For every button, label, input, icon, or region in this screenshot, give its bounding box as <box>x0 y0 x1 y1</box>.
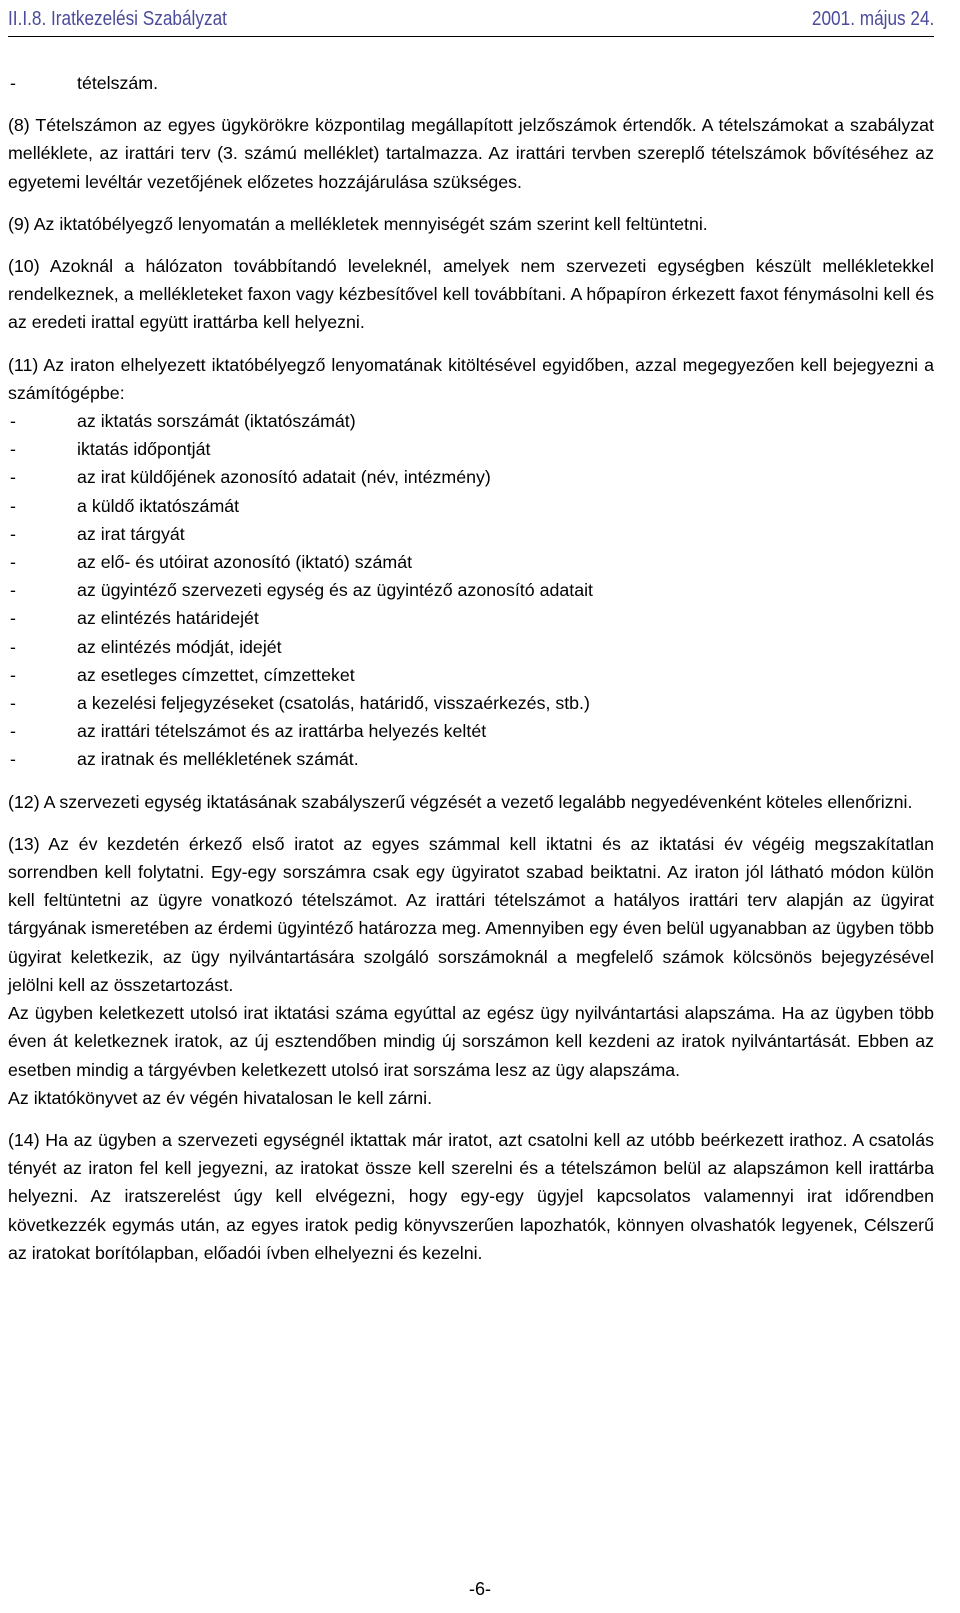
list-dash: - <box>10 580 16 601</box>
list-item-text: tételszám. <box>77 73 159 93</box>
list-item <box>8 576 934 604</box>
page-number: -6- <box>469 1579 491 1599</box>
header-document-title: II.I.8. Iratkezelési Szabályzat <box>8 8 227 30</box>
list-dash: - <box>10 552 16 573</box>
list-item-text: az irattári tételszámot és az irattárba helyezés keltét <box>77 721 487 742</box>
list-item-text: iktatás időpontját <box>77 439 211 460</box>
list-dash: - <box>10 693 16 714</box>
paragraph-12: (12) A szervezeti egység iktatásának szabályszerű végzését a vezető legalább negyedévenként köteles ellenőrizni. <box>8 791 913 812</box>
paragraph-14: (14) Ha az ügyben a szervezeti egységnél iktattak már iratot, azt csatolni kell az utóbb beérkezett irathoz. A csatolás tényét az iraton fel kell jegyezni, az iratokat össze kell szerelni és a tételszámon belül az alapszámon kell irattárba helyezni. Az iratszerelést úgy kell elvégezni, hogy egy-egy ügyjel kapcsolatos valamennyi irat időrendben következzék egymás után, az egyes iratok pedig könyvszerűen lapozhatók, könnyen olvashatók legyenek, Célszerű az iratokat borítólapban, előadói ívben elhelyezni és kezelni. <box>8 1129 934 1263</box>
list-item <box>8 717 934 745</box>
list-item <box>8 633 934 661</box>
list-item <box>8 407 934 435</box>
paragraph-11-lead: (11) Az iraton elhelyezett iktatóbélyegző lenyomatának kitöltésével egyidőben, azzal megegyezően kell bejegyezni a számítógépbe: <box>8 354 934 403</box>
header-date: 2001. május 24. <box>811 8 934 30</box>
list-item-text: az irat küldőjének azonosító adatait (név, intézmény) <box>77 467 491 488</box>
list-item <box>8 745 934 773</box>
list-dash: - <box>10 467 16 488</box>
intro-list <box>8 69 934 97</box>
list-dash: - <box>10 495 16 516</box>
list-item-text: az elintézés határidejét <box>77 608 259 629</box>
list-item-text: az irat tárgyát <box>77 523 185 544</box>
list-item-text: az iktatás sorszámát (iktatószámát) <box>77 411 356 432</box>
list-item <box>8 604 934 632</box>
paragraph-13-part-b: Az ügyben keletkezett utolsó irat iktatási száma egyúttal az egész ügy nyilvántartási alapszáma. Ha az ügyben több éven át keletkeznek iratok, az új esztendőben mindig új sorszámon kell kezdeni az iratok nyilvántartását. Ebben az esetben mindig a tárgyévben keletkezett utolsó irat sorszáma lesz az ügy alapszáma. <box>8 1003 934 1080</box>
list-dash: - <box>10 721 16 742</box>
paragraph-9: (9) Az iktatóbélyegző lenyomatán a mellékletek mennyiségét szám szerint kell feltüntetni. <box>8 213 708 234</box>
list-dash: - <box>10 664 16 685</box>
list-item <box>8 463 934 491</box>
document-body <box>8 69 934 1281</box>
list-item-text: a kezelési feljegyzéseket (csatolás, határidő, visszaérkezés, stb.) <box>77 693 590 714</box>
list-item <box>8 69 934 97</box>
list-item <box>8 520 934 548</box>
list-item <box>8 689 934 717</box>
list-item-text: az elintézés módját, idejét <box>77 636 282 657</box>
list-dash: - <box>10 608 16 629</box>
paragraph-13 <box>8 830 934 1112</box>
list-dash: - <box>10 749 16 770</box>
list-dash: - <box>10 439 16 460</box>
list-item <box>8 435 934 463</box>
paragraph-13-part-c: Az iktatókönyvet az év végén hivatalosan le kell zárni. <box>8 1087 433 1108</box>
list-dash: - <box>10 636 16 657</box>
paragraph-10: (10) Azoknál a hálózaton továbbítandó leveleknél, amelyek nem szervezeti egységben készült mellékletekkel rendelkeznek, a mellékleteket faxon vagy kézbesítővel kell továbbítani. A hőpapíron érkezett faxot fénymásolni kell és az eredeti irattal együtt irattárba kell helyezni. <box>8 256 934 333</box>
list-item <box>8 661 934 689</box>
list-item-text: az elő- és utóirat azonosító (iktató) számát <box>77 552 413 573</box>
registration-fields-list <box>8 407 934 774</box>
list-item-text: az esetleges címzettet, címzetteket <box>77 664 355 685</box>
paragraph-13-part-a: (13) Az év kezdetén érkező első iratot az egyes számmal kell iktatni és az iktatási év végéig megszakítatlan sorrendben kell folytatni. Egy-egy sorszámra csak egy ügyiratot szabad beiktatni. Az iraton jól látható módon külön kell feltüntetni az ügyre vonatkozó tételszámot. Az irattári tételszámot a hatályos irattári terv alapján az ügyirat tárgyának ismeretében az érdemi ügyintéző határozza meg. Amennyiben egy éven belül ugyanabban az ügyben több ügyirat keletkezik, az ügy nyilvántartására szolgáló sorszámoknál a megfelelő számok kölcsönös bejegyzésével jelölni kell az összetartozást. <box>8 833 934 995</box>
list-dash: - <box>10 523 16 544</box>
list-item-text: az iratnak és mellékletének számát. <box>77 749 359 770</box>
list-item <box>8 548 934 576</box>
list-item-text: a küldő iktatószámát <box>77 495 240 516</box>
list-item <box>8 492 934 520</box>
list-dash: - <box>10 73 16 93</box>
list-item-text: az ügyintéző szervezeti egység és az ügyintéző azonosító adatait <box>77 580 593 601</box>
paragraph-8: (8) Tételszámon az egyes ügykörökre központilag megállapított jelzőszámok értendők. A tételszámokat a szabályzat melléklete, az irattári terv (3. számú melléklet) tartalmazza. Az irattári tervben szereplő tételszámok bővítéséhez az egyetemi levéltár vezetőjének előzetes hozzájárulása szükséges. <box>8 115 934 192</box>
page-header <box>8 6 934 37</box>
list-dash: - <box>10 411 16 432</box>
